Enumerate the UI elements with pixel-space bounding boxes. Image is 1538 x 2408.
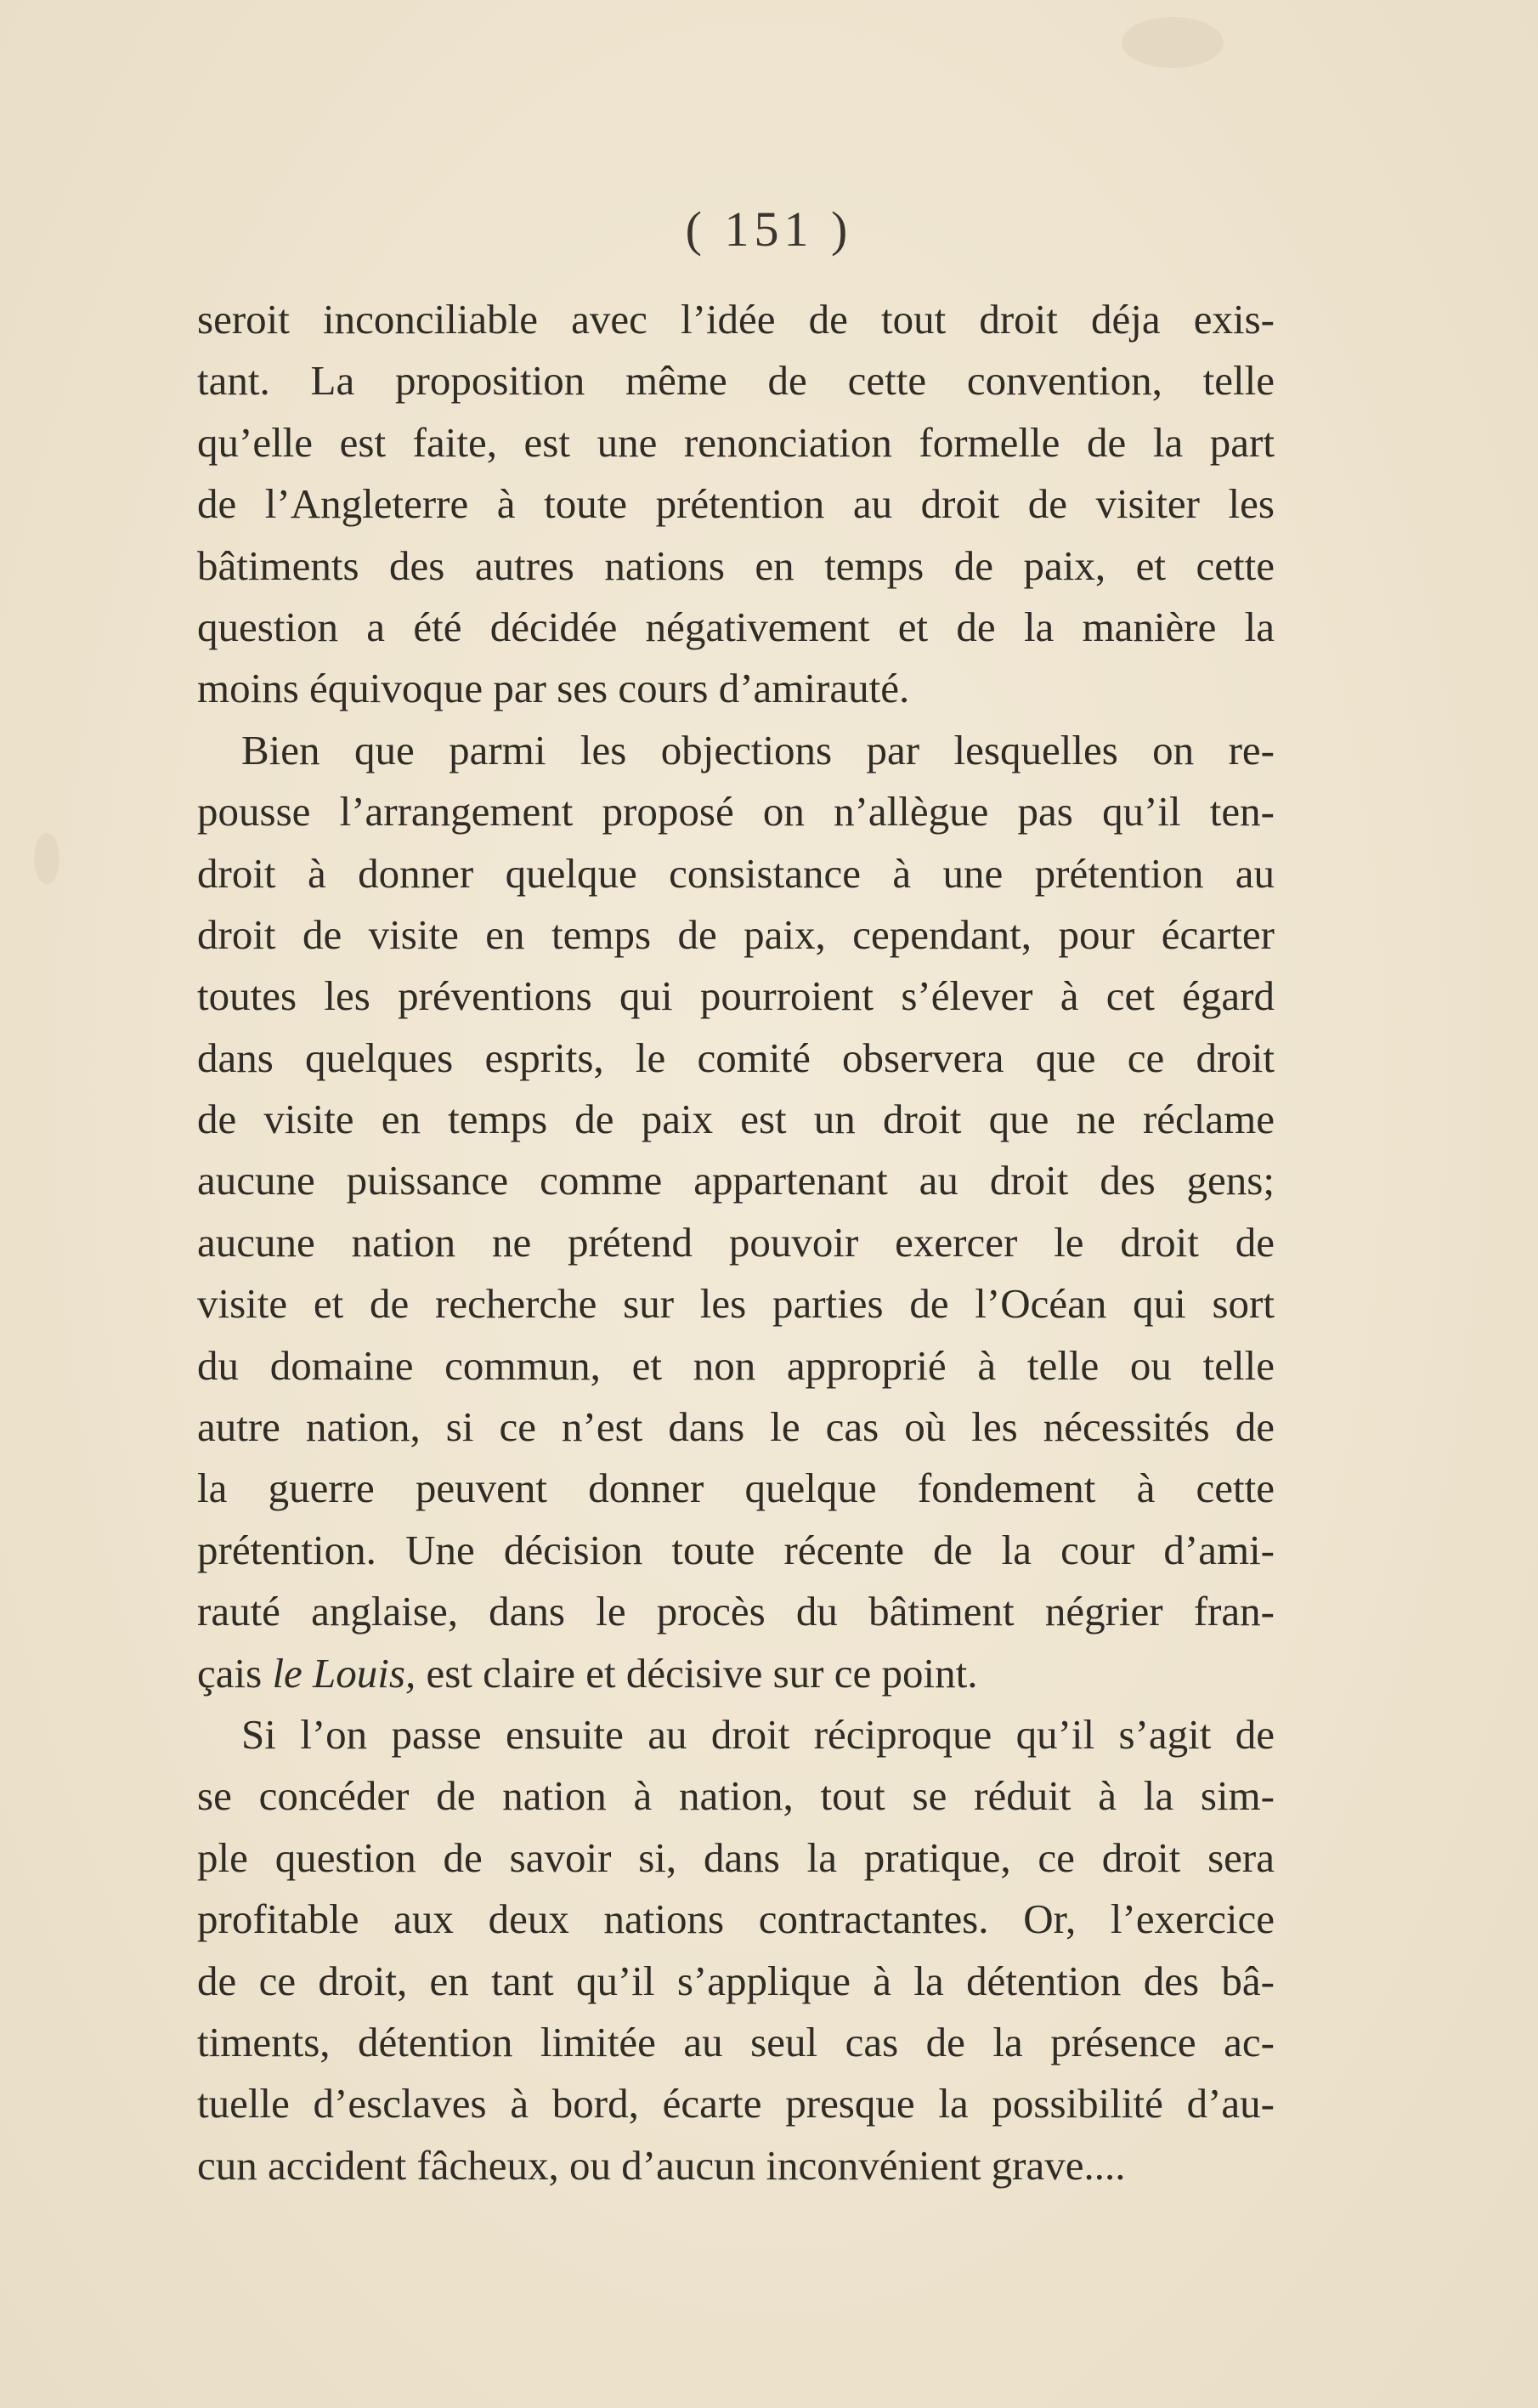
text-line: Si l’on passe ensuite au droit réciproque qu’il s’agit de [241, 1710, 1275, 1758]
paper-stain [34, 833, 59, 884]
text-line: timents, détention limitée au seul cas de la présence ac- [197, 2018, 1275, 2065]
text-line: rauté anglaise, dans le procès du bâtiment négrier fran- [197, 1588, 1275, 1635]
text-segment: çais [197, 1649, 273, 1697]
text-line: de ce droit, en tant qu’il s’applique à la détention des bâ- [197, 1957, 1275, 2004]
text-line: pousse l’arrangement proposé on n’allègue pas qu’il ten- [197, 788, 1275, 836]
body-text [197, 289, 1275, 2196]
text-line: aucune nation ne prétend pouvoir exercer le droit de [197, 1218, 1275, 1266]
text-line: question a été décidée négativement et de la manière la [197, 603, 1275, 650]
text-line: dans quelques esprits, le comité observera que ce droit [197, 1034, 1275, 1081]
text-line: autre nation, si ce n’est dans le cas où les nécessités de [197, 1403, 1275, 1451]
text-line: prétention. Une décision toute récente de la cour d’ami- [197, 1526, 1275, 1573]
text-line: tant. La proposition même de cette convention, telle [197, 357, 1275, 405]
text-line [197, 1643, 1275, 1704]
text-line: seroit inconciliable avec l’idée de tout droit déja exis- [197, 296, 1275, 343]
text-line: de visite en temps de paix est un droit que ne réclame [197, 1096, 1275, 1143]
text-line: droit de visite en temps de paix, cependant, pour écarter [197, 910, 1275, 958]
text-line: bâtiments des autres nations en temps de paix, et cette [197, 541, 1275, 589]
text-line: du domaine commun, et non approprié à telle ou telle [197, 1341, 1275, 1389]
text-line: ple question de savoir si, dans la pratique, ce droit sera [197, 1833, 1275, 1881]
text-segment: est claire et décisive sur ce point. [416, 1649, 978, 1697]
text-line: de l’Angleterre à toute prétention au droit de visiter les [197, 480, 1275, 528]
italic-ship-name: le Louis, [272, 1649, 416, 1697]
text-line: cun accident fâcheux, ou d’aucun inconvénient grave.... [197, 2141, 1126, 2189]
text-line: profitable aux deux nations contractantes. Or, l’exercice [197, 1895, 1275, 1943]
text-line: se concéder de nation à nation, tout se réduit à la sim- [197, 1772, 1275, 1820]
text-line: visite et de recherche sur les parties de l’Océan qui sort [197, 1280, 1275, 1328]
text-line: toutes les préventions qui pourroient s’élever à cet égard [197, 972, 1275, 1020]
text-line: Bien que parmi les objections par lesquelles on re- [241, 726, 1275, 773]
text-line: aucune puissance comme appartenant au droit des gens; [197, 1157, 1275, 1204]
paper-stain [1122, 17, 1224, 68]
text-line: qu’elle est faite, est une renonciation formelle de la part [197, 418, 1275, 466]
page-number: ( 151 ) [685, 201, 853, 257]
text-line: moins équivoque par ses cours d’amirauté. [197, 665, 910, 712]
text-line: tuelle d’esclaves à bord, écarte presque la possibilité d’au- [197, 2080, 1275, 2128]
text-line: droit à donner quelque consistance à une prétention au [197, 849, 1275, 897]
text-line: la guerre peuvent donner quelque fondement à cette [197, 1465, 1275, 1512]
